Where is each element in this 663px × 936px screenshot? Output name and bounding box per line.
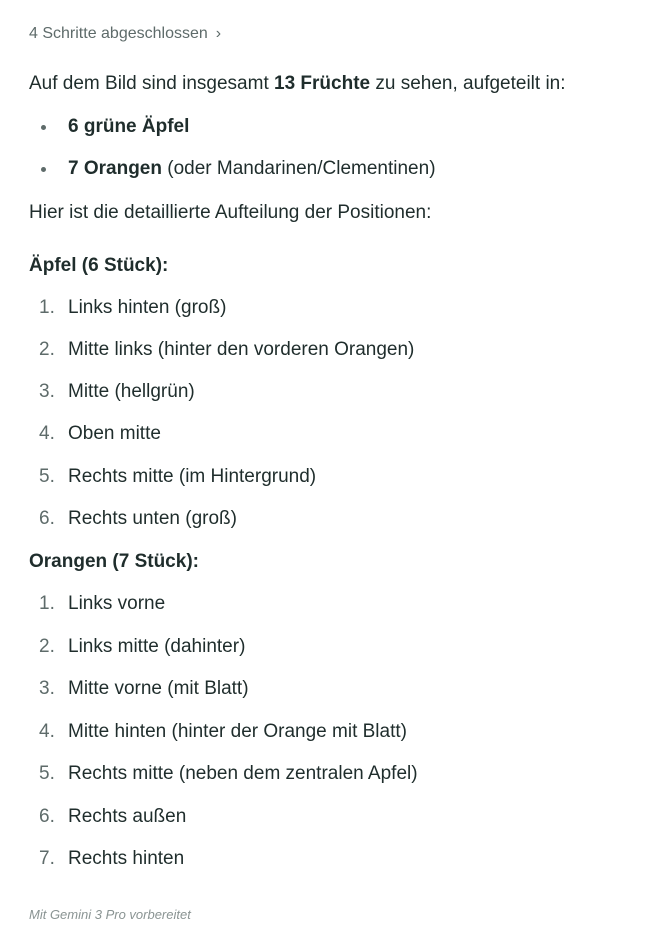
- list-item-number: 2.: [39, 636, 55, 657]
- model-attribution: Mit Gemini 3 Pro vorbereitet: [29, 907, 191, 922]
- list-item-number: 5.: [39, 466, 55, 487]
- list-item-number: 4.: [39, 423, 55, 444]
- steps-completed-label: 4 Schritte abgeschlossen: [29, 25, 208, 42]
- list-item-number: 4.: [39, 721, 55, 742]
- summary-item-text: [68, 115, 189, 139]
- list-item-text: Links mitte (dahinter): [68, 636, 246, 657]
- list-item-text: Mitte links (hinter den vorderen Orangen): [68, 339, 415, 360]
- apples-heading: Äpfel (6 Stück):: [29, 255, 169, 276]
- bullet-icon: [41, 167, 46, 172]
- bullet-icon: [41, 125, 46, 130]
- intro-text-before: Auf dem Bild sind insgesamt: [29, 73, 275, 94]
- list-item-number: 1.: [39, 297, 55, 318]
- summary-item-text: [68, 157, 436, 181]
- list-item-text: Rechts mitte (im Hintergrund): [68, 466, 317, 487]
- list-item-text: Links vorne: [68, 593, 166, 614]
- intro-paragraph: [29, 72, 566, 96]
- list-item-number: 3.: [39, 381, 55, 402]
- list-item-text: Rechts hinten: [68, 848, 185, 869]
- list-item-number: 3.: [39, 678, 55, 699]
- list-item-text: Rechts mitte (neben dem zentralen Apfel): [68, 763, 418, 784]
- chevron-right-icon: ›: [215, 25, 222, 42]
- detail-intro-paragraph: Hier ist die detaillierte Aufteilung der Positionen:: [29, 202, 432, 223]
- list-item-number: 6.: [39, 508, 55, 529]
- list-item-number: 5.: [39, 763, 55, 784]
- intro-text-after: zu sehen, aufgeteilt in:: [370, 73, 566, 94]
- list-item-text: Mitte (hellgrün): [68, 381, 195, 402]
- list-item-number: 1.: [39, 593, 55, 614]
- list-item-text: Rechts unten (groß): [68, 508, 237, 529]
- list-item-number: 6.: [39, 806, 55, 827]
- steps-completed-toggle[interactable]: [29, 25, 221, 43]
- list-item-text: Oben mitte: [68, 423, 161, 444]
- list-item-number: 7.: [39, 848, 55, 869]
- summary-item-bold: 6 grüne Äpfel: [68, 116, 190, 137]
- list-item-text: Rechts außen: [68, 806, 187, 827]
- intro-fruit-count: 13 Früchte: [274, 73, 371, 94]
- list-item-text: Mitte hinten (hinter der Orange mit Blatt): [68, 721, 407, 742]
- summary-item-bold: 7 Orangen: [68, 158, 162, 179]
- list-item-number: 2.: [39, 339, 55, 360]
- summary-item-rest: (oder Mandarinen/Clementinen): [161, 158, 436, 179]
- oranges-heading: Orangen (7 Stück):: [29, 551, 199, 572]
- list-item-text: Mitte vorne (mit Blatt): [68, 678, 249, 699]
- list-item-text: Links hinten (groß): [68, 297, 227, 318]
